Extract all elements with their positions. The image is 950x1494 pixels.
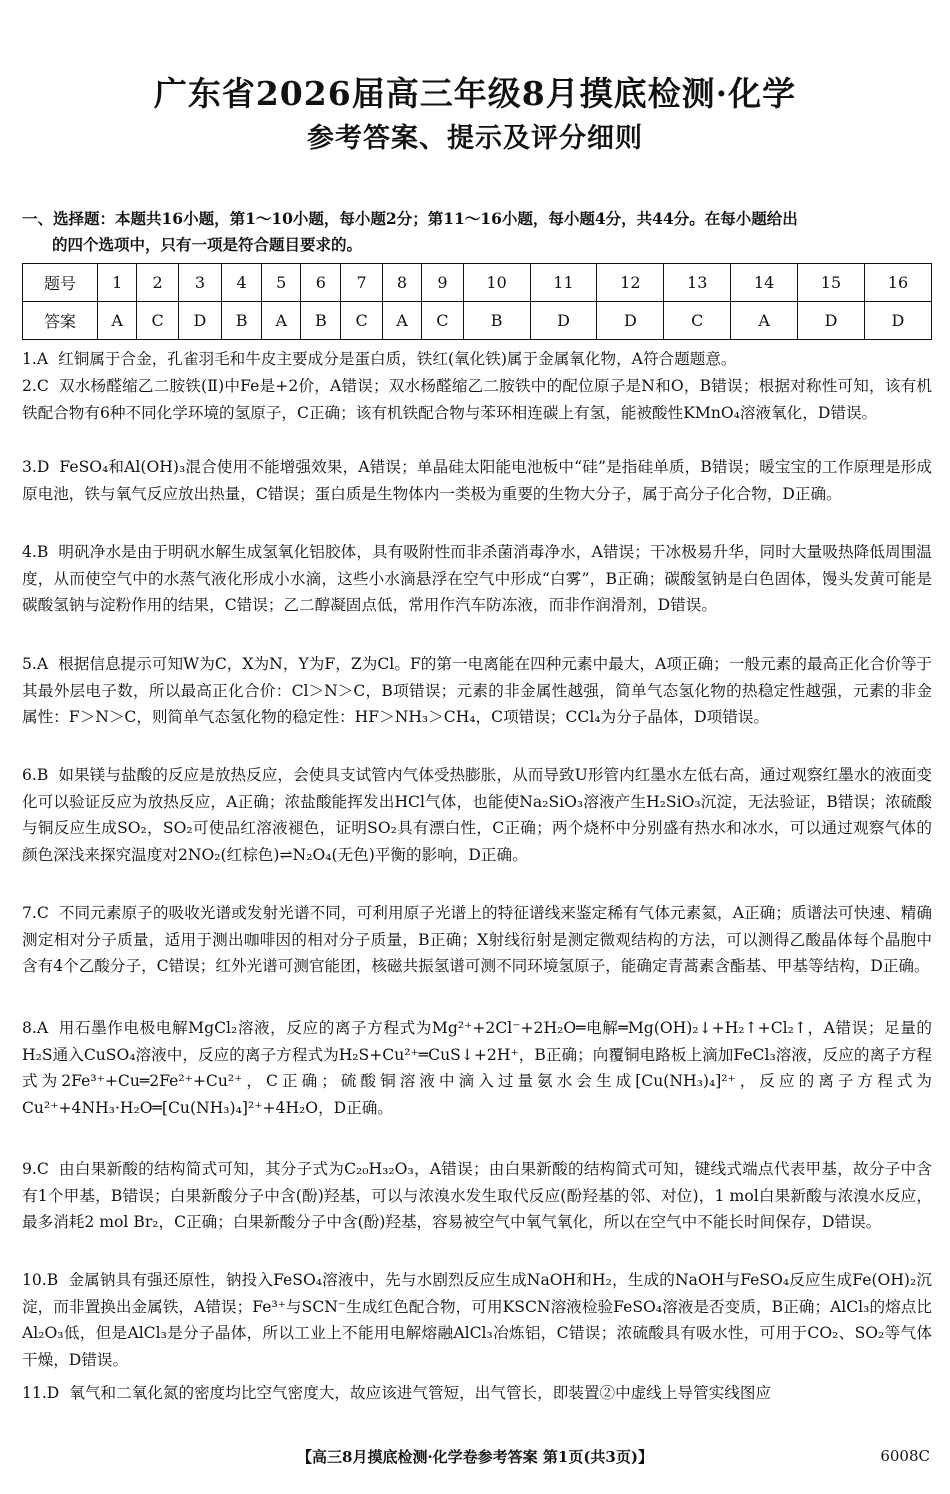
explanation-label: 11.D (22, 1384, 60, 1402)
question-number: 8 (382, 264, 421, 302)
explanation-label: 6.B (22, 766, 49, 784)
answer-cell: B (463, 302, 530, 340)
explanation-label: 10.B (22, 1271, 59, 1289)
explanation-text: 金属钠具有强还原性，钠投入FeSO₄溶液中，先与水剧烈反应生成NaOH和H₂，生成的NaOH与FeSO₄反应生成Fe(OH)₂沉淀，而非置换出金属铁，A错误；Fe³⁺与SCN⁻生成红色配合物，可用KSCN溶液检验FeSO₄溶液是否变质，B正确；AlCl₃的熔点比Al₂O₃低，但是AlCl₃是分子晶体，所以工业上不能用电解熔融AlCl₃冶炼铝，C错误；浓硫酸具有吸水性，可用于CO₂、SO₂等气体干燥，D错误。 (22, 1271, 932, 1369)
answer-cell: C (341, 302, 382, 340)
explanation-label: 8.A (22, 1019, 49, 1037)
explanation-label: 3.D (22, 458, 50, 476)
question-number: 15 (798, 264, 865, 302)
question-number: 14 (731, 264, 798, 302)
answer-row-header: 答案 (23, 302, 98, 340)
question-number: 11 (530, 264, 597, 302)
explanation-3 (22, 454, 932, 507)
explanation-4 (22, 539, 932, 619)
explanation-label: 2.C (22, 377, 49, 395)
answer-cell: D (864, 302, 931, 340)
answer-cell: C (422, 302, 463, 340)
explanation-text: 用石墨作电极电解MgCl₂溶液，反应的离子方程式为Mg²⁺+2Cl⁻+2H₂O═电解═Mg(OH)₂↓+H₂↑+Cl₂↑，A错误；足量的H₂S通入CuSO₄溶液中，反应的离子方程式为H₂S+Cu²⁺═CuS↓+2H⁺，B正确；向覆铜电路板上滴加FeCl₃溶液，反应的离子方程式为2Fe³⁺+Cu═2Fe²⁺+Cu²⁺，C正确；硫酸铜溶液中滴入过量氨水会生成[Cu(NH₃)₄]²⁺，反应的离子方程式为Cu²⁺+4NH₃·H₂O═[Cu(NH₃)₄]²⁺+4H₂O，D正确。 (22, 1019, 932, 1117)
explanation-5 (22, 651, 932, 731)
explanation-text: 明矾净水是由于明矾水解生成氢氧化铝胶体，具有吸附性而非杀菌消毒净水，A错误；干冰极易升华，同时大量吸热降低周围温度，从而使空气中的水蒸气液化形成小水滴，这些小水滴悬浮在空气中形成“白雾”，B正确；碳酸氢钠是白色固体，馒头发黄可能是碳酸氢钠与淀粉作用的结果，C错误；乙二醇凝固点低，常用作汽车防冻液，而非作润滑剂，D错误。 (22, 543, 932, 615)
question-number: 5 (262, 264, 301, 302)
explanation-10 (22, 1267, 932, 1373)
answer-cell: C (137, 302, 178, 340)
answer-cell: A (731, 302, 798, 340)
question-number: 12 (597, 264, 664, 302)
question-number: 16 (864, 264, 931, 302)
explanation-9 (22, 1156, 932, 1236)
question-number: 1 (98, 264, 137, 302)
answer-cell: D (530, 302, 597, 340)
explanation-label: 5.A (22, 655, 49, 673)
question-number: 6 (301, 264, 341, 302)
answer-cell: D (597, 302, 664, 340)
answer-cell: A (262, 302, 301, 340)
answer-cell: C (664, 302, 731, 340)
explanation-text: 不同元素原子的吸收光谱或发射光谱不同，可利用原子光谱上的特征谱线来鉴定稀有气体元素氦，A正确；质谱法可快速、精确测定相对分子质量，适用于测出咖啡因的相对分子质量，B正确；X射线衍射是测定微观结构的方法，可以测得乙酸晶体每个晶胞中含有4个乙酸分子，C错误；红外光谱可测官能团，核磁共振氢谱可测不同环境氢原子，能确定青蒿素含酯基、甲基等结构，D正确。 (22, 904, 932, 976)
answer-table-answer-row (23, 302, 932, 340)
number-row-header: 题号 (23, 264, 98, 302)
explanation-label: 4.B (22, 543, 49, 561)
question-number: 10 (463, 264, 530, 302)
explanation-text: 由白果新酸的结构简式可知，其分子式为C₂₀H₃₂O₃，A错误；由白果新酸的结构简式可知，键线式端点代表甲基，故分子中含有1个甲基，B错误；白果新酸分子中含(酚)羟基，可以与浓溴水发生取代反应(酚羟基的邻、对位)，1 mol白果新酸与浓溴水反应，最多消耗2 mol Br₂，C正确；白果新酸分子中含(酚)羟基，容易被空气中氧气氧化，所以在空气中不能长时间保存，D错误。 (22, 1160, 932, 1232)
answer-cell: B (222, 302, 262, 340)
explanation-11 (22, 1380, 932, 1407)
question-number: 3 (178, 264, 221, 302)
answer-table-number-row (23, 264, 932, 302)
page-subtitle: 参考答案、提示及评分细则 (307, 123, 643, 154)
document-code: 6008C (880, 1447, 930, 1465)
question-number: 13 (664, 264, 731, 302)
section-heading-line1: 一、选择题：本题共16小题，第1～10小题，每小题2分；第11～16小题，每小题4分，共44分。在每小题给出 (22, 209, 798, 228)
answer-cell: A (98, 302, 137, 340)
explanation-label: 7.C (22, 904, 49, 922)
question-number: 7 (341, 264, 382, 302)
explanation-1 (22, 346, 932, 373)
question-number: 9 (422, 264, 463, 302)
page-footer: 【高三8月摸底检测·化学卷参考答案 第1页(共3页)】 (297, 1448, 653, 1466)
explanation-6 (22, 762, 932, 868)
page-title: 广东省2026届高三年级8月摸底检测·化学 (153, 74, 797, 113)
explanation-text: FeSO₄和Al(OH)₃混合使用不能增强效果，A错误；单晶硅太阳能电池板中“硅”是指硅单质，B错误；暖宝宝的工作原理是形成原电池，铁与氧气反应放出热量，C错误；蛋白质是生物体内一类极为重要的生物大分子，属于高分子化合物，D正确。 (22, 458, 932, 503)
explanation-8 (22, 1015, 932, 1121)
explanation-label: 1.A (22, 350, 49, 368)
answer-table (22, 263, 932, 340)
section-heading (22, 206, 932, 258)
question-number: 2 (137, 264, 178, 302)
answer-cell: B (301, 302, 341, 340)
question-number: 4 (222, 264, 262, 302)
explanation-text: 根据信息提示可知W为C，X为N，Y为F，Z为Cl。F的第一电离能在四种元素中最大，A项正确；一般元素的最高正化合价等于其最外层电子数，所以最高正化合价：Cl＞N＞C，B项错误；元素的非金属性越强，简单气态氢化物的热稳定性越强，元素的非金属性：F＞N＞C，则简单气态氢化物的稳定性：HF＞NH₃＞CH₄，C项错误；CCl₄为分子晶体，D项错误。 (22, 655, 932, 727)
explanation-label: 9.C (22, 1160, 49, 1178)
section-heading-line2: 的四个选项中，只有一项是符合题目要求的。 (52, 235, 363, 254)
explanation-text: 红铜属于合金，孔雀羽毛和牛皮主要成分是蛋白质，铁红(氧化铁)属于金属氧化物，A符合题题意。 (58, 350, 737, 368)
explanation-text: 双水杨醛缩乙二胺铁(Ⅱ)中Fe是+2价，A错误；双水杨醛缩乙二胺铁中的配位原子是N和O，B错误；根据对称性可知，该有机铁配合物有6种不同化学环境的氢原子，C正确；该有机铁配合物与苯环相连碳上有氢，能被酸性KMnO₄溶液氧化，D错误。 (22, 377, 932, 422)
answer-cell: D (798, 302, 865, 340)
explanation-text: 氧气和二氧化氮的密度均比空气密度大，故应该进气管短，出气管长，即装置②中虚线上导管实线图应 (69, 1384, 772, 1402)
answer-cell: A (382, 302, 421, 340)
explanation-text: 如果镁与盐酸的反应是放热反应，会使具支试管内气体受热膨胀，从而导致U形管内红墨水左低右高，通过观察红墨水的液面变化可以验证反应为放热反应，A正确；浓盐酸能挥发出HCl气体，也能使Na₂SiO₃溶液产生H₂SiO₃沉淀，无法验证，B错误；浓硫酸与铜反应生成SO₂，SO₂可使品红溶液褪色，证明SO₂具有漂白性，C正确；两个烧杯中分别盛有热水和冰水，可以通过观察气体的颜色深浅来探究温度对2NO₂(红棕色)⇌N₂O₄(无色)平衡的影响，D正确。 (22, 766, 932, 864)
explanation-7 (22, 900, 932, 980)
explanation-2 (22, 373, 932, 426)
answer-cell: D (178, 302, 221, 340)
